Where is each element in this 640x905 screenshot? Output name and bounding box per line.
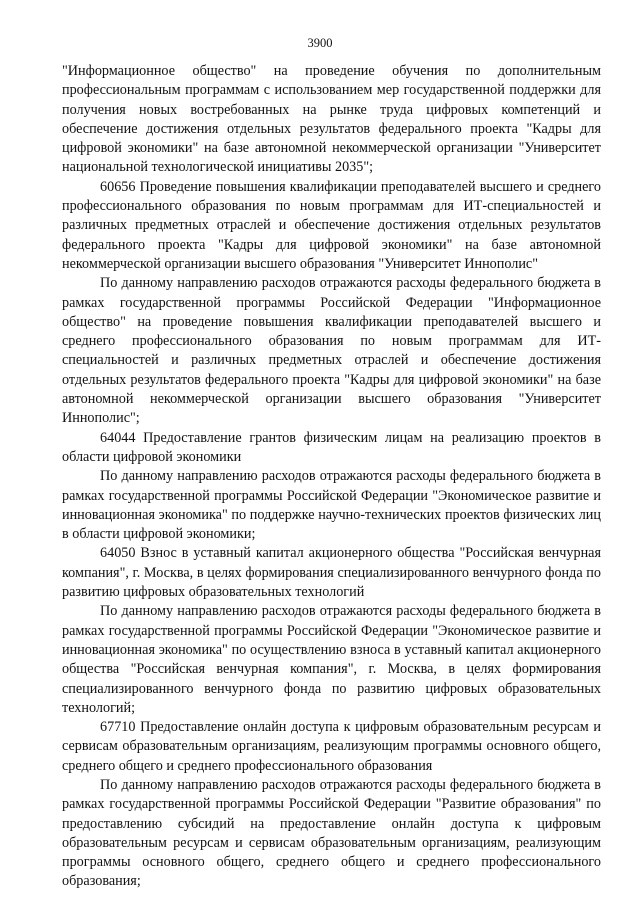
paragraph-code-64050-description: По данному направлению расходов отражаются расходы федерального бюджета в рамках государственной программы Российской Федерации "Экономическое развитие и инновационная экономика" по осуществлению взноса в уставный капитал акционерного общества "Российская венчурная компания", г. Москва, в целях формирования специализированного венчурного фонда по развитию цифровых образовательных технологий;	[62, 603, 601, 716]
paragraph-code-67710-heading: 67710 Предоставление онлайн доступа к цифровым образовательным ресурсам и сервисам образовательным организациям, реализующим программы основного общего, среднего общего и среднего профессионального образования	[62, 719, 601, 774]
paragraph-continuation: "Информационное общество" на проведение обучения по дополнительным профессиональным программам с использованием мер государственной поддержки для получения новых востребованных на рынке труда цифровых компетенций и обеспечение достижения отдельных результатов федерального проекта "Кадры для цифровой экономики" на базе автономной некоммерческой организации "Университет национальной технологической инициативы 2035";	[62, 63, 601, 176]
paragraph-code-64050-heading: 64050 Взнос в уставный капитал акционерного общества "Российская венчурная компания", г. Москва, в целях формирования специализированного венчурного фонда по развитию цифровых образовательных технологий	[62, 545, 601, 601]
paragraph-code-64044-description: По данному направлению расходов отражаются расходы федерального бюджета в рамках государственной программы Российской Федерации "Экономическое развитие и инновационная экономика" по поддержке научно-технических проектов физических лиц в области цифровой экономики;	[62, 468, 601, 543]
paragraph-code-60656-heading: 60656 Проведение повышения квалификации преподавателей высшего и среднего профессионального образования по новым программам для ИТ-специальностей и различных предметных отраслей и обеспечение достижения отдельных результатов федерального проекта "Кадры для цифровой экономики" на базе автономной некоммерческой организации высшего образования "Университет Иннополис"	[62, 178, 601, 272]
paragraph-code-67710-description: По данному направлению расходов отражаются расходы федерального бюджета в рамках государственной программы Российской Федерации "Развитие образования" по предоставлению субсидий на предоставление онлайн доступа к цифровым образовательным ресурсам и сервисам образовательным организациям, реализующим программы основного общего, среднего общего и среднего профессионального образования;	[62, 776, 601, 890]
paragraph-code-64044-heading: 64044 Предоставление грантов физическим лицам на реализацию проектов в области цифровой экономики	[62, 429, 601, 465]
document-body	[62, 62, 601, 892]
page-number: 3900	[307, 36, 333, 50]
paragraph-code-60656-description: По данному направлению расходов отражаются расходы федерального бюджета в рамках государственной программы Российской Федерации "Информационное общество" на проведение повышения квалификации преподавателей высшего и среднего профессионального образования по новым программам для ИТ-специальностей и различных предметных отраслей и обеспечение достижения отдельных результатов федерального проекта "Кадры для цифровой экономики" на базе автономной некоммерческой организации высшего образования "Университет Иннополис";	[62, 275, 601, 427]
